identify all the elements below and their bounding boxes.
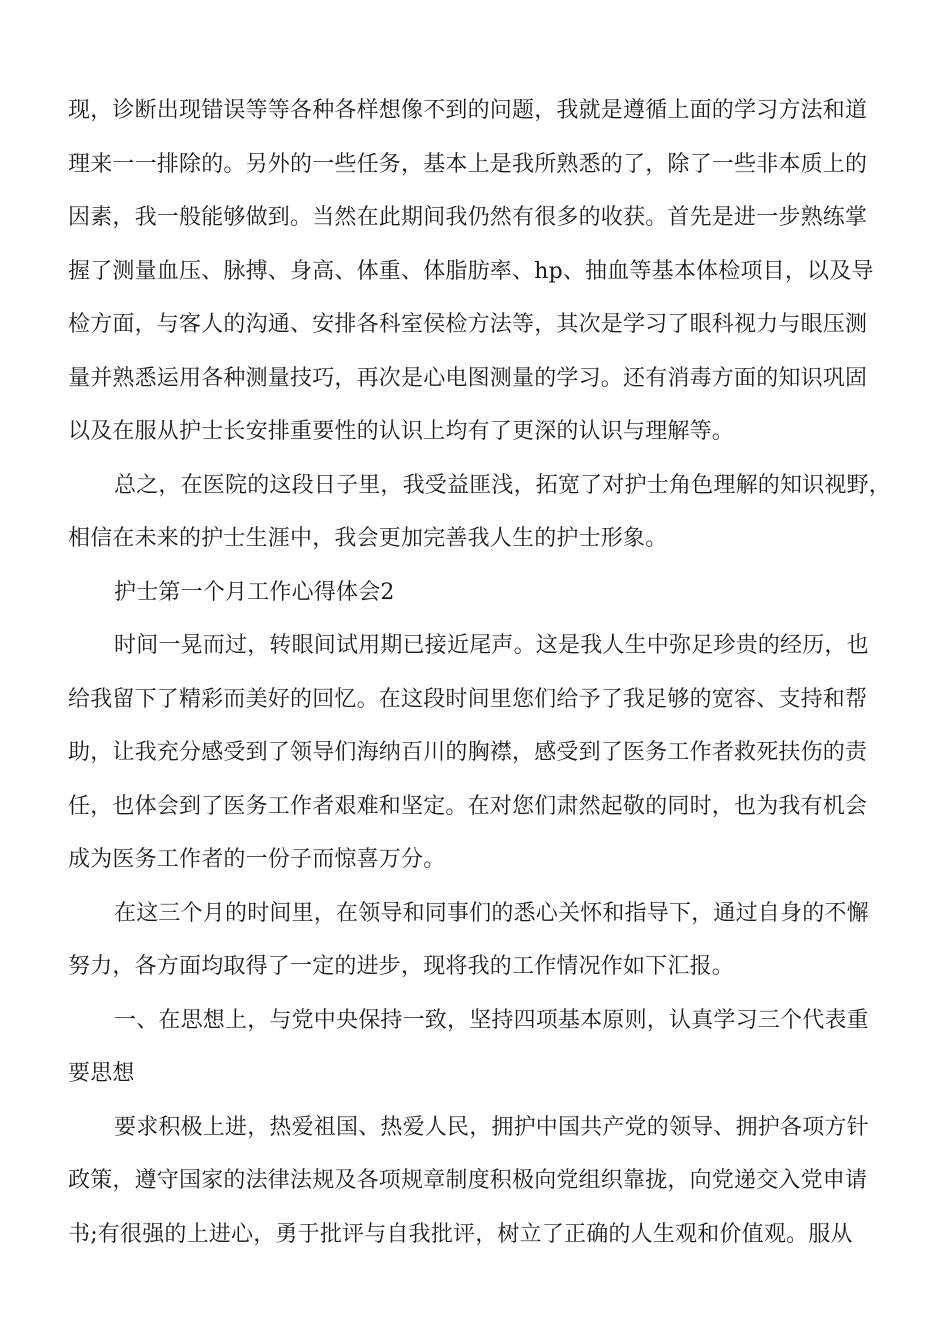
text-line: 在这三个月的时间里，在领导和同事们的悉心关怀和指导下，通过自身的不懈 <box>114 900 869 926</box>
paragraph <box>68 84 888 459</box>
text-line: 助，让我充分感受到了领导们海纳百川的胸襟，感受到了医务工作者救死扶伤的责 <box>68 740 868 765</box>
paragraph <box>68 566 888 620</box>
text-line: 因素，我一般能够做到。当然在此期间我仍然有很多的收获。首先是进一步熟练掌 <box>68 205 868 230</box>
paragraph <box>68 1101 888 1262</box>
text-line: 要求积极上进，热爱祖国、热爱人民，拥护中国共产党的领导、拥护各项方针 <box>114 1114 869 1140</box>
text-line: 量并熟悉运用各种测量技巧，再次是心电图测量的学习。还有消毒方面的知识巩固 <box>68 365 868 391</box>
text-line: 努力，各方面均取得了一定的进步，现将我的工作情况作如下汇报。 <box>68 954 735 979</box>
text-line: 书;有很强的上进心，勇于批评与自我批评，树立了正确的人生观和价值观。服从 <box>68 1221 853 1247</box>
text-line: 政策，遵守国家的法律法规及各项规章制度积极向党组织靠拢，向党递交入党申请 <box>68 1168 868 1193</box>
text-line: 护士第一个月工作心得体会2 <box>114 579 395 605</box>
text-line: 理来一一排除的。另外的一些任务，基本上是我所熟悉的了，除了一些非本质上的 <box>68 151 868 177</box>
text-line: 任，也体会到了医务工作者艰难和坚定。在对您们肃然起敬的同时，也为我有机会 <box>68 793 868 819</box>
text-line: 时间一晃而过，转眼间试用期已接近尾声。这是我人生中弥足珍贵的经历，也 <box>114 633 869 658</box>
paragraph <box>68 887 888 994</box>
text-line: 握了测量血压、脉搏、身高、体重、体脂肪率、hp、抽血等基本体检项目，以及导 <box>68 258 874 284</box>
paragraph <box>68 459 892 566</box>
document-body <box>68 84 892 1261</box>
text-line: 给我留下了精彩而美好的回忆。在这段时间里您们给予了我足够的宽容、支持和帮 <box>68 686 868 712</box>
text-line: 以及在服从护士长安排重要性的认识上均有了更深的认识与理解等。 <box>68 419 735 444</box>
text-line: 一、在思想上，与党中央保持一致，坚持四项基本原则，认真学习三个代表重 <box>114 1007 869 1033</box>
text-line: 相信在未来的护士生涯中，我会更加完善我人生的护士形象。 <box>68 526 668 551</box>
paragraph <box>68 994 888 1101</box>
text-line: 成为医务工作者的一份子而惊喜万分。 <box>68 847 446 872</box>
text-line: 检方面，与客人的沟通、安排各科室侯检方法等，其次是学习了眼科视力与眼压测 <box>68 312 868 337</box>
paragraph <box>68 619 888 887</box>
text-line: 总之，在医院的这段日子里，我受益匪浅，拓宽了对护士角色理解的知识视野， <box>114 472 892 498</box>
text-line: 要思想 <box>68 1061 135 1086</box>
text-line: 现，诊断出现错误等等各种各样想像不到的问题，我就是遵循上面的学习方法和道 <box>68 98 868 123</box>
